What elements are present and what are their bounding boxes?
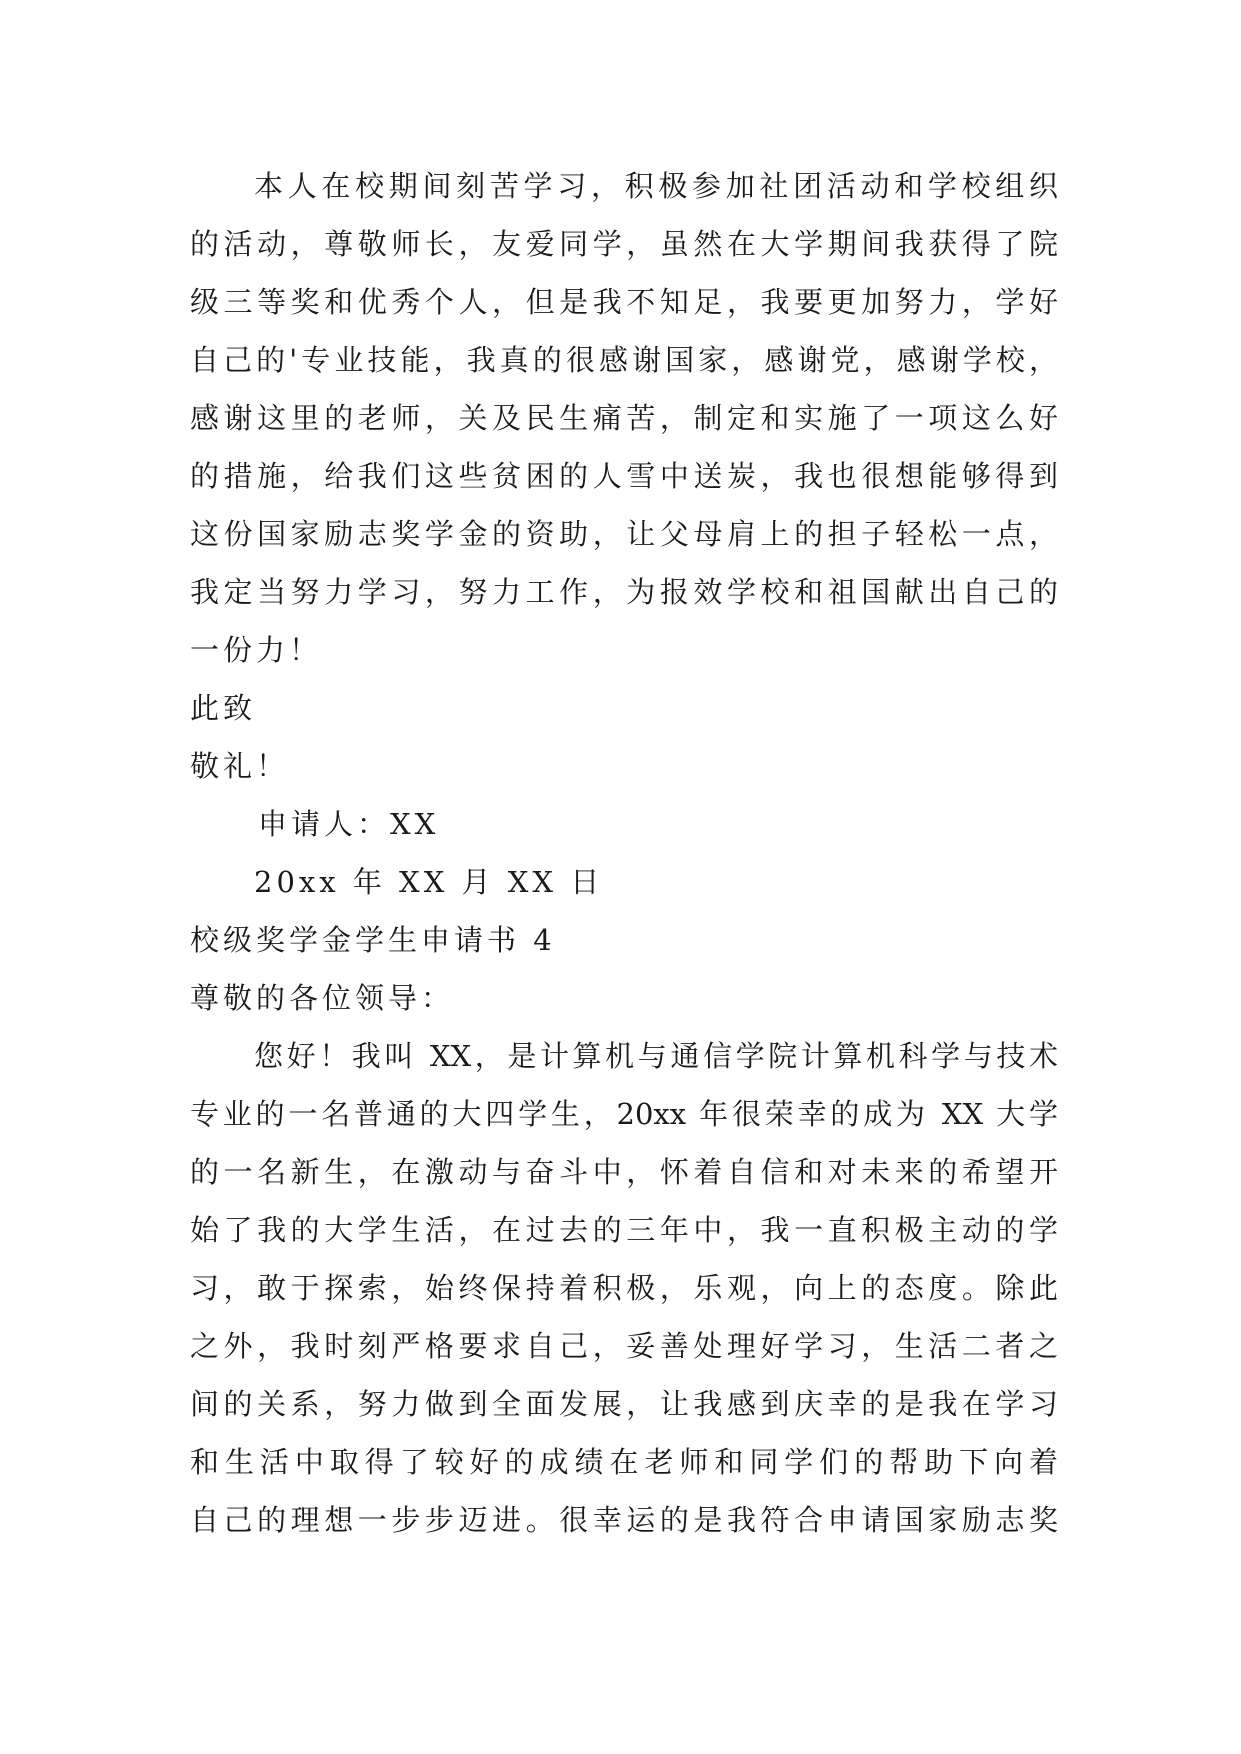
paragraph2-line-6: 之外，我时刻严格要求自己，妥善处理好学习，生活二者之 — [190, 1329, 1058, 1363]
paragraph2-line-4: 始了我的大学生活，在过去的三年中，我一直积极主动的学 — [190, 1213, 1058, 1247]
paragraph2-line-2: 专业的一名普通的大四学生，20xx 年很荣幸的成为 XX 大学 — [190, 1097, 1058, 1131]
paragraph1-line-3: 级三等奖和优秀个人，但是我不知足，我要更加努力，学好 — [190, 285, 1058, 319]
paragraph1-line-1: 本人在校期间刻苦学习，积极参加社团活动和学校组织 — [254, 169, 1058, 203]
application-date: 20xx 年 XX 月 XX 日 — [254, 865, 604, 899]
paragraph2-line-3: 的一名新生，在激动与奋斗中，怀着自信和对未来的希望开 — [190, 1155, 1058, 1189]
paragraph1-line-9: 一份力！ — [190, 633, 323, 667]
paragraph1-line-4: 自己的'专业技能，我真的很感谢国家，感谢党，感谢学校， — [190, 343, 1058, 377]
section-title: 校级奖学金学生申请书 4 — [190, 923, 556, 957]
salutation: 尊敬的各位领导： — [190, 981, 455, 1015]
document-body — [190, 157, 1070, 1549]
paragraph2-line-5: 习，敢于探索，始终保持着积极，乐观，向上的态度。除此 — [190, 1271, 1058, 1305]
paragraph1-line-6: 的措施，给我们这些贫困的人雪中送炭，我也很想能够得到 — [190, 459, 1058, 493]
closing-greeting: 此致 — [190, 691, 257, 725]
closing-salute: 敬礼！ — [190, 749, 290, 783]
paragraph2-line-7: 间的关系，努力做到全面发展，让我感到庆幸的是我在学习 — [190, 1387, 1058, 1421]
paragraph2-line-9: 自己的理想一步步迈进。很幸运的是我符合申请国家励志奖 — [190, 1503, 1058, 1537]
paragraph1-line-5: 感谢这里的老师，关及民生痛苦，制定和实施了一项这么好 — [190, 401, 1058, 435]
paragraph2-line-1: 您好！我叫 XX，是计算机与通信学院计算机科学与技术 — [254, 1039, 1058, 1073]
paragraph2-line-8: 和生活中取得了较好的成绩在老师和同学们的帮助下向着 — [190, 1445, 1058, 1479]
applicant-signature: 申请人：XX — [258, 807, 440, 841]
paragraph1-line-8: 我定当努力学习，努力工作，为报效学校和祖国献出自己的 — [190, 575, 1058, 609]
paragraph1-line-7: 这份国家励志奖学金的资助，让父母肩上的担子轻松一点， — [190, 517, 1058, 551]
paragraph1-line-2: 的活动，尊敬师长，友爱同学，虽然在大学期间我获得了院 — [190, 227, 1058, 261]
